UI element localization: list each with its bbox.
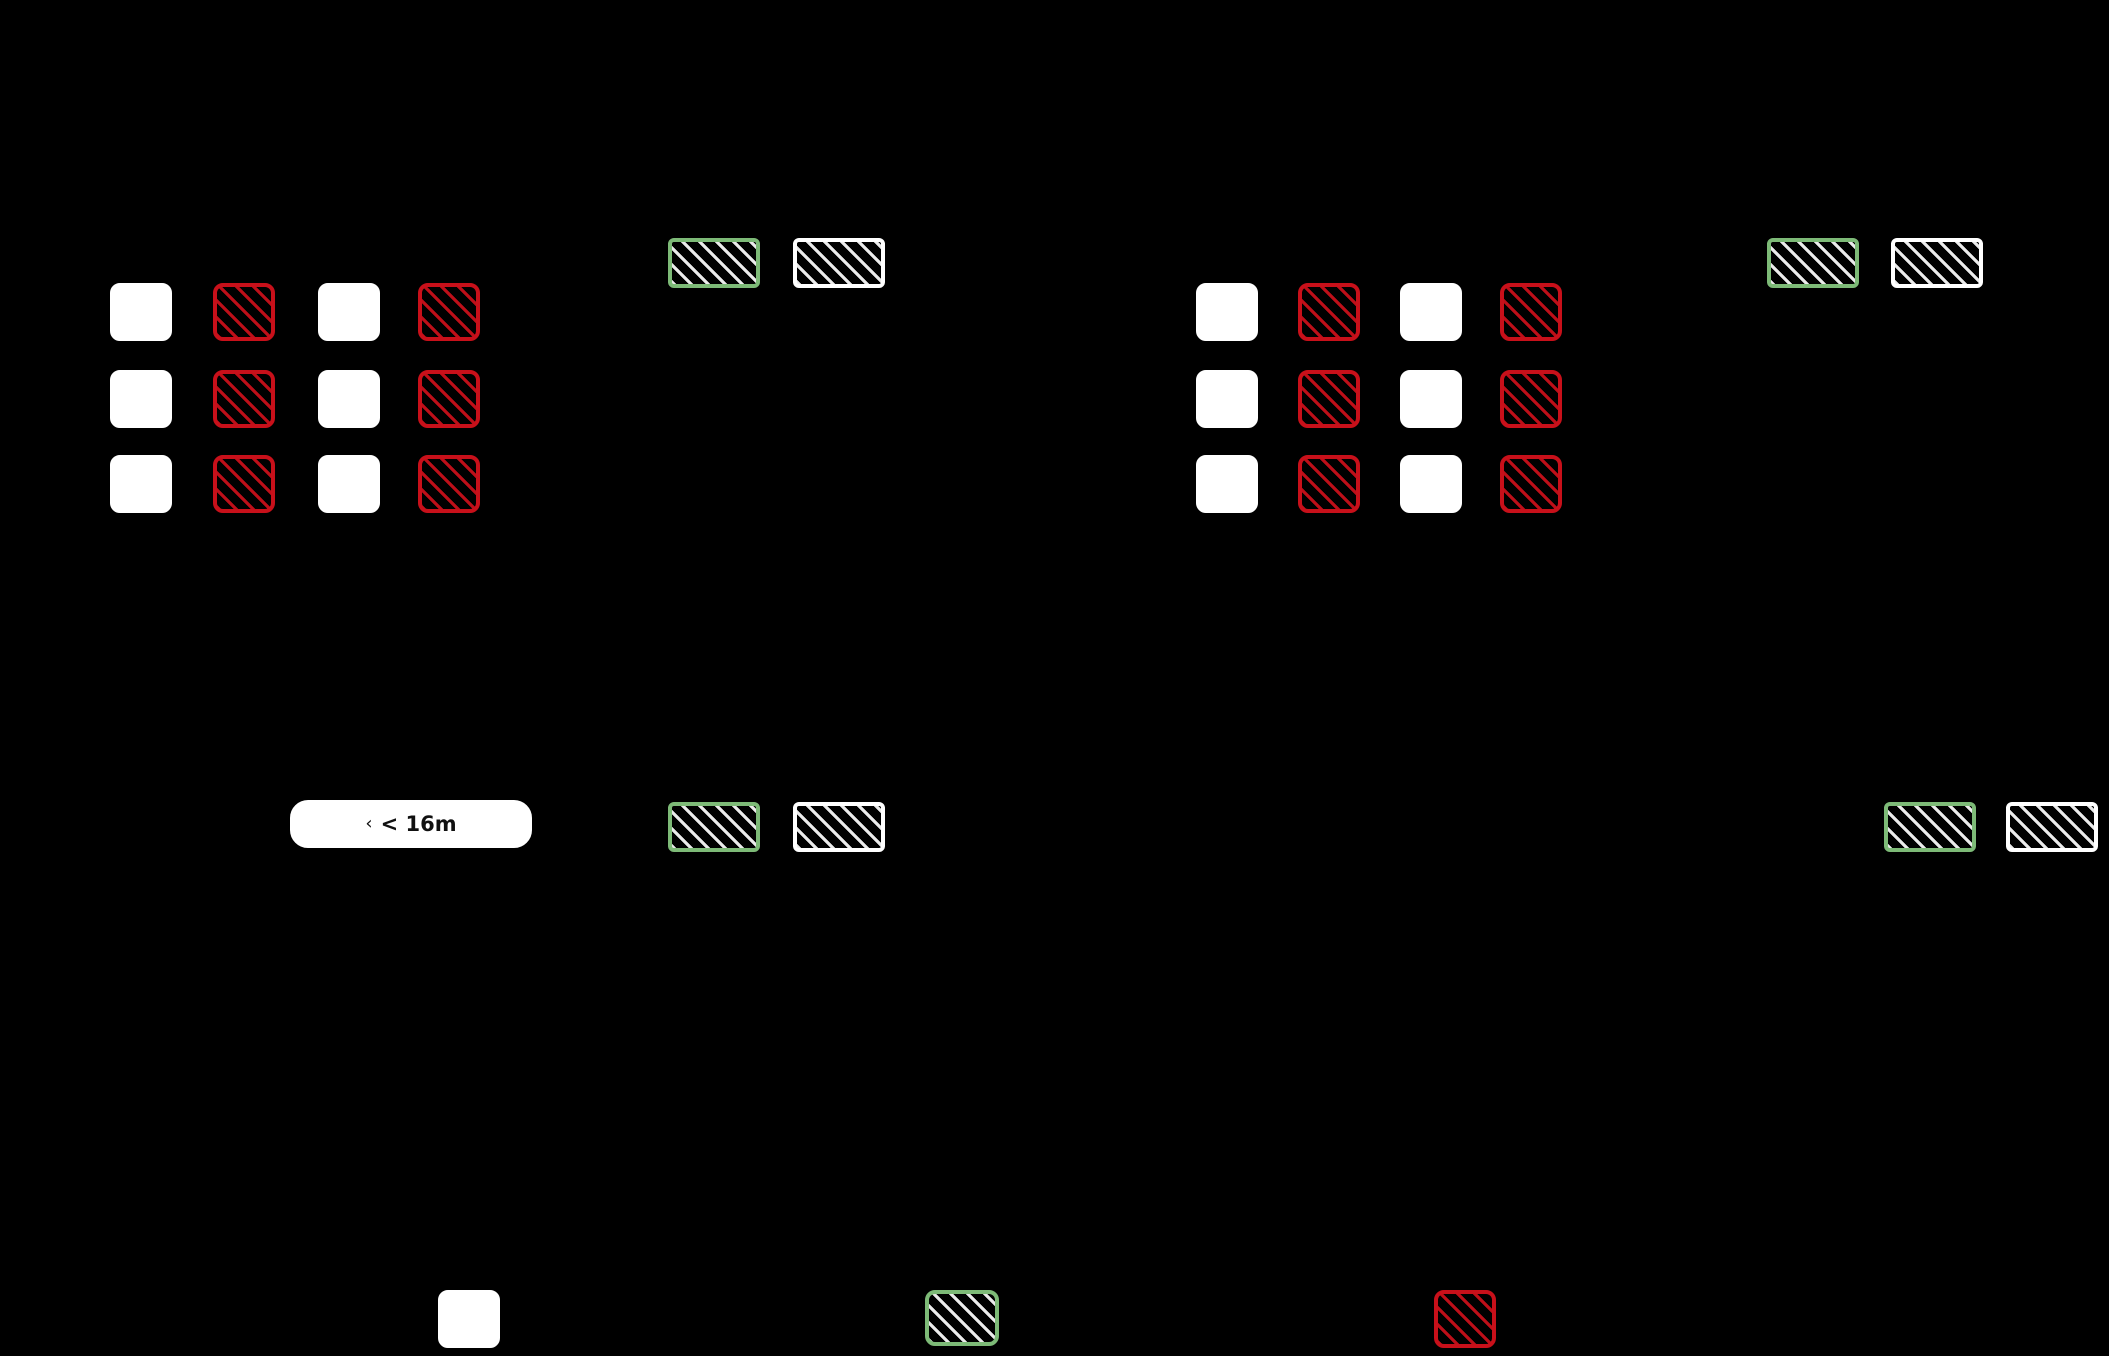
node-l-r2c2[interactable] xyxy=(213,370,275,428)
red-hatched-square xyxy=(418,455,480,513)
white-square xyxy=(318,283,380,341)
node-top-green-2[interactable] xyxy=(1767,238,1859,288)
node-top-white-2[interactable] xyxy=(1891,238,1983,288)
node-r-r3c3[interactable] xyxy=(1400,455,1462,513)
white-square xyxy=(1400,370,1462,428)
node-r-r1c3[interactable] xyxy=(1400,283,1462,341)
red-hatched-square xyxy=(213,283,275,341)
red-hatched-square xyxy=(1500,455,1562,513)
node-r-r1c4[interactable] xyxy=(1500,283,1562,341)
node-r-r1c1[interactable] xyxy=(1196,283,1258,341)
node-r-r2c4[interactable] xyxy=(1500,370,1562,428)
white-square xyxy=(1196,370,1258,428)
red-hatched-square xyxy=(1298,455,1360,513)
red-hatched-square xyxy=(1434,1290,1496,1348)
distance-badge[interactable] xyxy=(290,800,532,848)
white-hatched-rect xyxy=(2006,802,2098,852)
red-hatched-square xyxy=(1500,283,1562,341)
node-l-r2c1[interactable] xyxy=(110,370,172,428)
node-r-r2c2[interactable] xyxy=(1298,370,1360,428)
white-square xyxy=(110,283,172,341)
distance-badge-label: < 16m xyxy=(380,811,457,836)
node-r-r3c1[interactable] xyxy=(1196,455,1258,513)
node-mid-green-2[interactable] xyxy=(1884,802,1976,852)
white-square xyxy=(318,370,380,428)
red-hatched-square xyxy=(1298,370,1360,428)
white-square xyxy=(1400,283,1462,341)
green-hatched-rect xyxy=(1767,238,1859,288)
node-top-green-1[interactable] xyxy=(668,238,760,288)
node-l-r1c4[interactable] xyxy=(418,283,480,341)
white-hatched-rect xyxy=(793,238,885,288)
green-hatched-rect xyxy=(668,238,760,288)
node-mid-white-2[interactable] xyxy=(2006,802,2098,852)
white-square xyxy=(110,455,172,513)
node-r-r3c2[interactable] xyxy=(1298,455,1360,513)
node-l-r3c2[interactable] xyxy=(213,455,275,513)
node-l-r2c3[interactable] xyxy=(318,370,380,428)
node-top-white-1[interactable] xyxy=(793,238,885,288)
node-l-r2c4[interactable] xyxy=(418,370,480,428)
node-l-r1c3[interactable] xyxy=(318,283,380,341)
node-r-r1c2[interactable] xyxy=(1298,283,1360,341)
node-l-r3c3[interactable] xyxy=(318,455,380,513)
red-hatched-square xyxy=(1298,283,1360,341)
node-r-r2c3[interactable] xyxy=(1400,370,1462,428)
red-hatched-square xyxy=(1500,370,1562,428)
white-square xyxy=(1400,455,1462,513)
node-l-r1c2[interactable] xyxy=(213,283,275,341)
white-square xyxy=(1196,455,1258,513)
node-mid-white-1[interactable] xyxy=(793,802,885,852)
node-mid-green-1[interactable] xyxy=(668,802,760,852)
white-square xyxy=(438,1290,500,1348)
green-hatched-rect xyxy=(1884,802,1976,852)
chevron-left-icon: ‹ xyxy=(365,813,373,834)
green-hatched-rect xyxy=(668,802,760,852)
node-l-r1c1[interactable] xyxy=(110,283,172,341)
red-hatched-square xyxy=(213,455,275,513)
white-hatched-rect xyxy=(1891,238,1983,288)
white-square xyxy=(318,455,380,513)
white-square xyxy=(1196,283,1258,341)
red-hatched-square xyxy=(213,370,275,428)
red-hatched-square xyxy=(418,370,480,428)
red-hatched-square xyxy=(418,283,480,341)
green-hatched-square xyxy=(925,1290,999,1346)
node-bottom-white[interactable] xyxy=(438,1290,500,1348)
white-hatched-rect xyxy=(793,802,885,852)
node-l-r3c4[interactable] xyxy=(418,455,480,513)
node-l-r3c1[interactable] xyxy=(110,455,172,513)
node-bottom-red[interactable] xyxy=(1434,1290,1496,1348)
node-r-r2c1[interactable] xyxy=(1196,370,1258,428)
node-r-r3c4[interactable] xyxy=(1500,455,1562,513)
node-bottom-green[interactable] xyxy=(925,1290,999,1346)
white-square xyxy=(110,370,172,428)
